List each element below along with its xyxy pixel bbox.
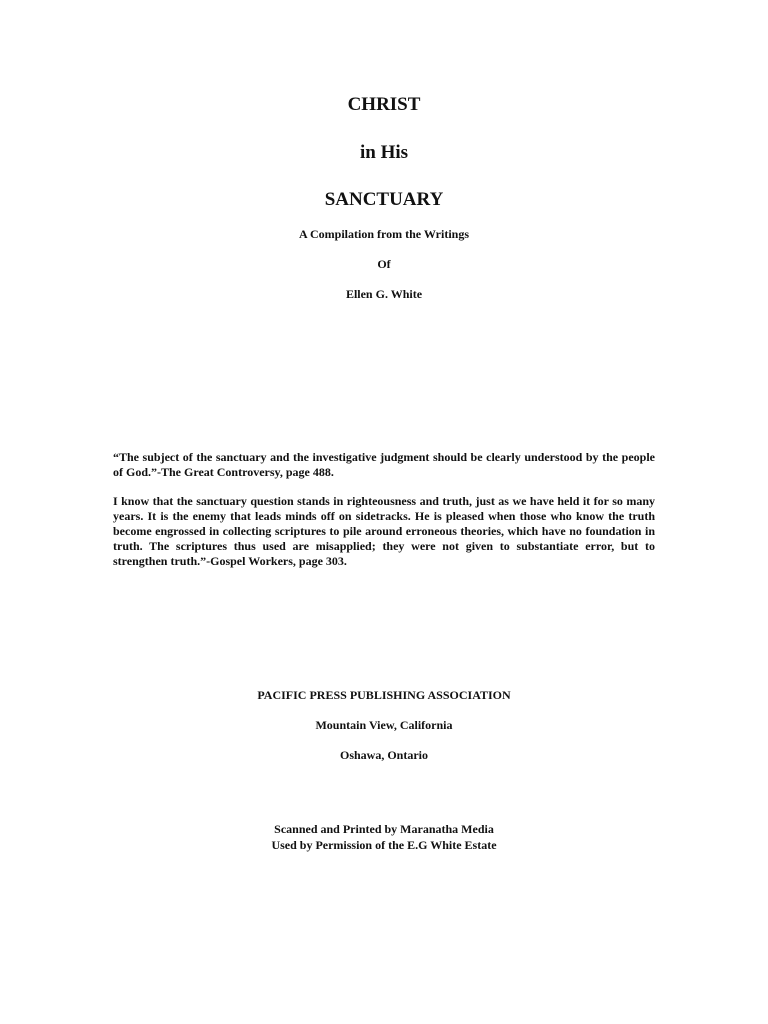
quote-paragraph-1: “The subject of the sanctuary and the investigative judgment should be clearly understood by the people of God.”-The Great Controversy, page 488.	[113, 450, 655, 479]
publisher-location-1: Mountain View, California	[315, 718, 453, 732]
publisher-location-2: Oshawa, Ontario	[339, 748, 428, 762]
title-line-2: in His	[359, 142, 409, 163]
subtitle-line-1: A Compilation from the Writings	[298, 227, 469, 241]
title-line-3: SANCTUARY	[324, 189, 444, 210]
author-name: Ellen G. White	[345, 287, 423, 301]
quote-paragraph-2: I know that the sanctuary question stands in righteousness and truth, just as we have held it for so many years. It is the enemy that leads minds off on sidetracks. He is pleased when those who know the truth become engrossed in collecting scriptures to pile around erroneous theories, which have no foundation in truth. The scriptures thus used are misapplied; they were not given to substantiate error, but to strengthen truth.”-Gospel Workers, page 303.	[113, 494, 655, 568]
credits-line-1: Scanned and Printed by Maranatha Media	[274, 822, 494, 836]
publisher-name: PACIFIC PRESS PUBLISHING ASSOCIATION	[257, 688, 511, 702]
subtitle-line-2: Of	[377, 257, 391, 271]
credits-line-2: Used by Permission of the E.G White Estate	[271, 838, 497, 852]
title-line-1: CHRIST	[347, 94, 421, 115]
